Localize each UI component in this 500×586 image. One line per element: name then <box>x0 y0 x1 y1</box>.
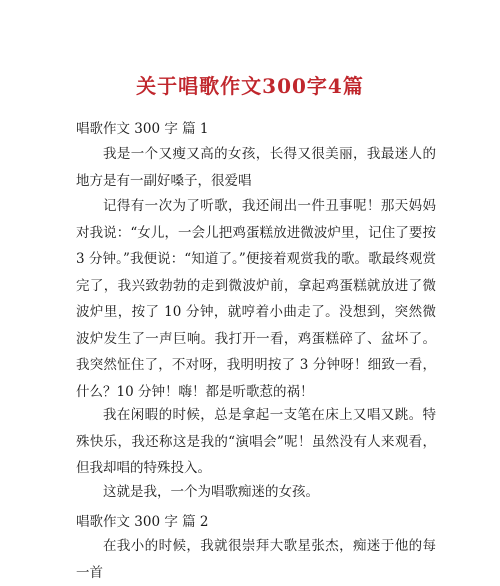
section-heading-2: 唱歌作文 300 字 篇 2 <box>76 514 209 530</box>
paragraph-3: 我在闲暇的时候，总是拿起一支笔在床上又唱又跳。特殊快乐，我还称这是我的“演唱会”呢！虽然没有人来观看，但我却唱的特殊投入。 <box>76 407 436 476</box>
paragraph-4: 这就是我，一个为唱歌痴迷的女孩。 <box>103 484 319 500</box>
section-heading-1: 唱歌作文 300 字 篇 1 <box>76 121 209 137</box>
paragraph-5: 在我小的时候，我就很崇拜大歌星张杰，痴迷于他的每一首 <box>76 538 436 581</box>
paragraph-2: 记得有一次为了听歌，我还闹出一件丑事呢！那天妈妈对我说：“女儿，一会儿把鸡蛋糕放进微波炉里，记住了要按 3 分钟。”我便说：“知道了。”便接着观赏我的歌。歌最终观赏完了，我兴致勃勃的走到微波炉前，拿起鸡蛋糕就放进了微波炉里，按了 10 分钟，就哼着小曲走了。没想到，突然微波炉发生了一声巨响。我打开一看，鸡蛋糕碎了、盆坏了。我突然怔住了，不对呀，我明明按了 3 分钟呀！细致一看，什么？10 分钟！嗨！都是听歌惹的祸！ <box>76 198 436 400</box>
document-title: 关于唱歌作文300字4篇 <box>136 74 364 98</box>
paragraph-1: 我是一个又瘦又高的女孩，长得又很美丽，我最迷人的地方是有一副好嗓子，很爱唱 <box>76 146 436 189</box>
